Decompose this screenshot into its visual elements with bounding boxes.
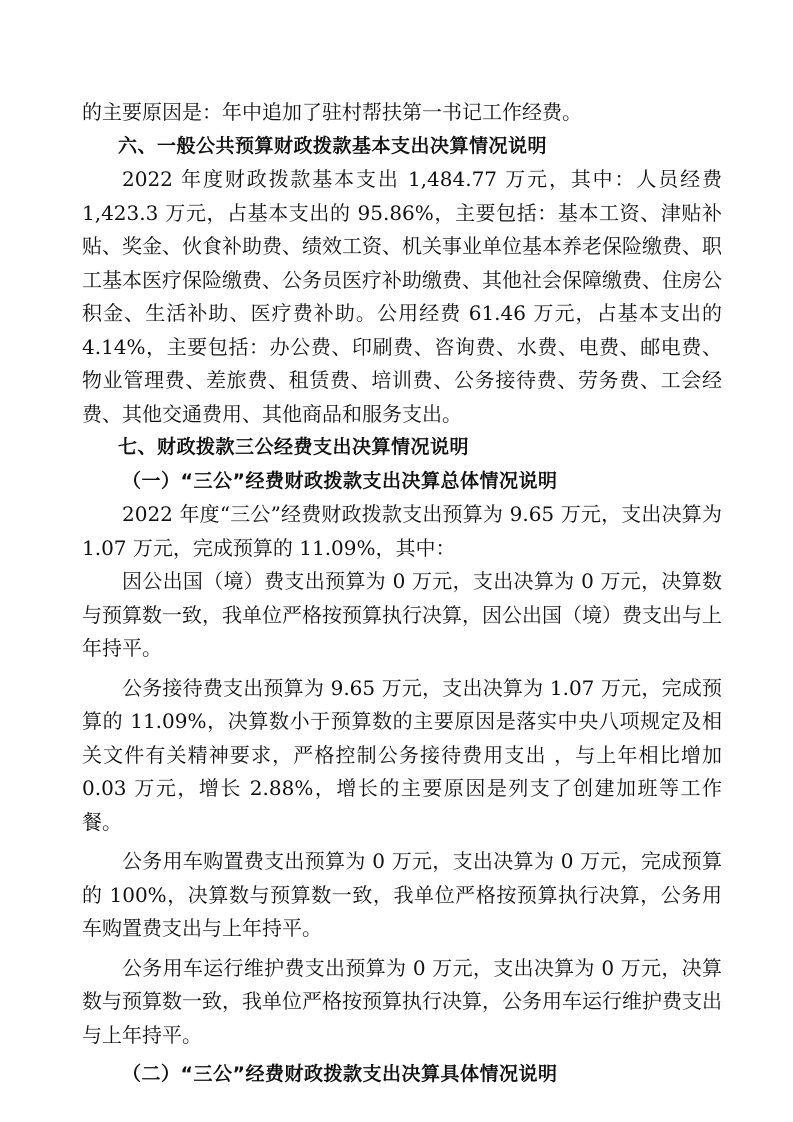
paragraph-vehicle-purchase: 公务用车购置费支出预算为 0 万元，支出决算为 0 万元，完成预算的 100%，决算数与预算数一致，我单位严格按预算执行决算，公务用车购置费支出与上年持平。 [82,849,722,940]
paragraph-official-reception: 公务接待费支出预算为 9.65 万元，支出决算为 1.07 万元，完成预算的 11.09%，决算数小于预算数的主要原因是落实中央八项规定及相关文件有关精神要求，严格控制公务接待费用支出 ，与上年相比增加 0.03 万元，增长 2.88%，增长的主要原因是列支了创建加班等工作餐。 [82,675,722,834]
paragraph-vehicle-maintenance: 公务用车运行维护费支出预算为 0 万元，支出决算为 0 万元，决算数与预算数一致，我单位严格按预算执行决算，公务用车运行维护费支出与上年持平。 [82,955,722,1047]
section-heading-seven: 七、财政拨款三公经费支出决算情况说明 [118,436,470,458]
subsection-heading-two: （二）“三公”经费财政拨款支出决算具体情况说明 [122,1063,558,1085]
paragraph-continuation: 的主要原因是：年中追加了驻村帮扶第一书记工作经费。 [82,100,582,124]
paragraph-overseas-travel: 因公出国（境）费支出预算为 0 万元，支出决算为 0 万元，决算数与预算数一致，我单位严格按预算执行决算，因公出国（境）费支出与上年持平。 [82,569,722,660]
paragraph-three-public-overall: 2022 年度“三公”经费财政拨款支出预算为 9.65 万元，支出决算为 1.07 万元，完成预算的 11.09%，其中： [82,502,722,560]
section-heading-six: 六、一般公共预算财政拨款基本支出决算情况说明 [118,134,548,157]
subsection-heading-one: （一）“三公”经费财政拨款支出决算总体情况说明 [122,469,558,492]
document-page [82,96,722,1092]
paragraph-basic-expenditure: 2022 年度财政拨款基本支出 1,484.77 万元，其中：人员经费 1,423.3 万元，占基本支出的 95.86%，主要包括：基本工资、津贴补贴、奖金、伙食补助费、绩效工资、机关事业单位基本养老保险缴费、职工基本医疗保险缴费、公务员医疗补助缴费、其他社会保障缴费、住房公积金、生活补助、医疗费补助。公用经费 61.46 万元，占基本支出的 4.14%，主要包括：办公费、印刷费、咨询费、水费、电费、邮电费、物业管理费、差旅费、租赁费、培训费、公务接待费、劳务费、工会经费、其他交通费用、其他商品和服务支出。 [82,167,722,426]
